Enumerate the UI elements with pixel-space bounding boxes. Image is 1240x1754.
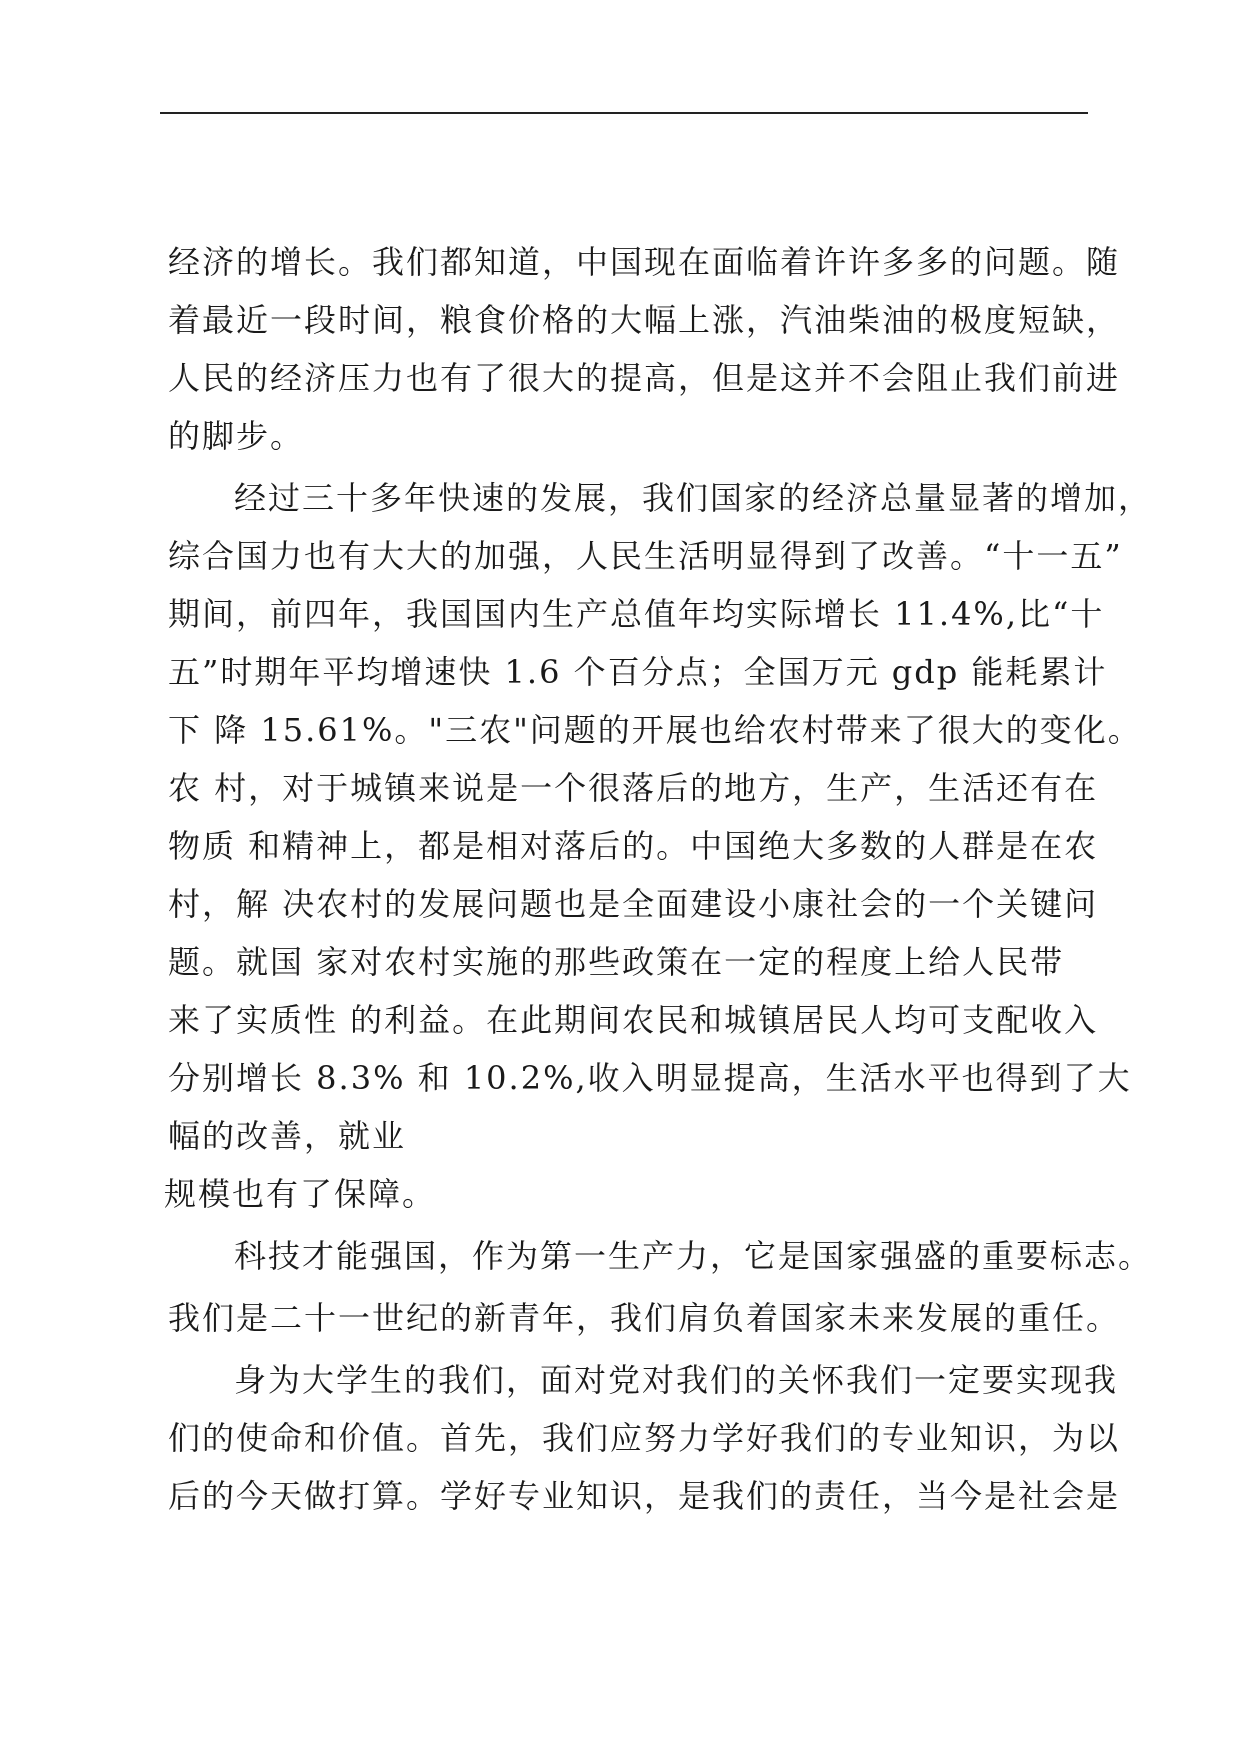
text-line: 规模也有了保障。 xyxy=(164,1175,437,1213)
paragraph-start-line: 科技才能强国，作为第一生产力，它是国家强盛的重要标志。 xyxy=(234,1237,1153,1275)
text-line: 我们是二十一世纪的新青年，我们肩负着国家未来发展的重任。 xyxy=(168,1299,1121,1337)
document-body xyxy=(164,240,1153,1532)
text-line: 村，解 决农村的发展问题也是全面建设小康社会的一个关键问 xyxy=(168,885,1099,923)
text-line: 五”时期年平均增速快 1.6 个百分点；全国万元 gdp 能耗累计 xyxy=(168,653,1108,691)
text-line: 农 村，对于城镇来说是一个很落后的地方，生产，生活还有在 xyxy=(168,769,1099,807)
header-rule xyxy=(160,112,1088,114)
text-line: 分别增长 8.3% 和 10.2%,收入明显提高，生活水平也得到了大 xyxy=(168,1059,1132,1097)
text-line: 物质 和精神上，都是相对落后的。中国绝大多数的人群是在农 xyxy=(168,827,1099,865)
text-line: 人民的经济压力也有了很大的提高，但是这并不会阻止我们前进 xyxy=(168,359,1121,397)
text-line: 幅的改善，就业 xyxy=(168,1117,407,1155)
text-line: 经济的增长。我们都知道，中国现在面临着许许多多的问题。随 xyxy=(168,243,1121,281)
text-line: 下 降 15.61%。"三农"问题的开展也给农村带来了很大的变化。 xyxy=(168,711,1142,749)
text-line: 题。就国 家对农村实施的那些政策在一定的程度上给人民带 xyxy=(168,943,1065,981)
text-line: 的脚步。 xyxy=(168,417,305,455)
text-line: 期间，前四年，我国国内生产总值年均实际增长 11.4%,比“十 xyxy=(168,595,1105,633)
text-line: 后的今天做打算。学好专业知识，是我们的责任，当今是社会是 xyxy=(168,1477,1121,1515)
text-line: 来了实质性 的利益。在此期间农民和城镇居民人均可支配收入 xyxy=(168,1001,1099,1039)
text-line: 们的使命和价值。首先，我们应努力学好我们的专业知识，为以 xyxy=(168,1419,1121,1457)
text-line: 综合国力也有大大的加强，人民生活明显得到了改善。“十一五” xyxy=(168,537,1123,575)
paragraph-start-line: 经过三十多年快速的发展，我们国家的经济总量显著的增加， xyxy=(234,479,1153,517)
paragraph-start-line: 身为大学生的我们，面对党对我们的关怀我们一定要实现我 xyxy=(234,1361,1119,1399)
text-line: 着最近一段时间，粮食价格的大幅上涨，汽油柴油的极度短缺， xyxy=(168,301,1121,339)
